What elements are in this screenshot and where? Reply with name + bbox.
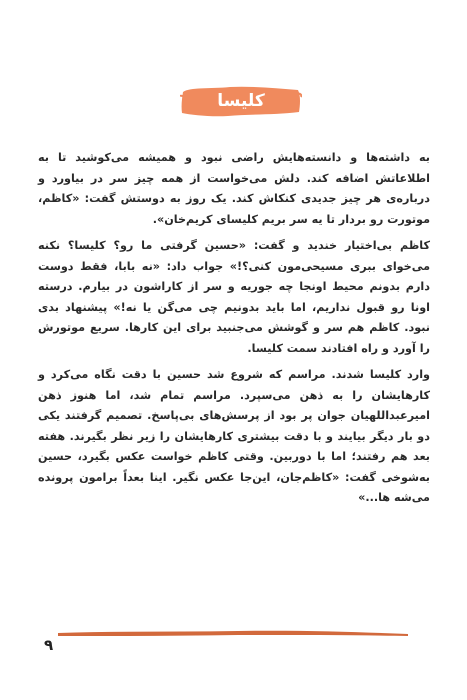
chapter-title-banner xyxy=(180,84,302,118)
footer-divider-line xyxy=(58,628,408,640)
paragraph: وارد کلیسا شدند. مراسم که شروع شد حسین با دقت نگاه می‌کرد و کارهایشان را به ذهن می‌سپرد. مراسم تمام شد، اما هنوز ذهن امیرعبداللهیان جوان پر بود از پرسش‌های بی‌پاسخ. تصمیم گرفتند یکی دو بار دیگر بیایند و با دقت بیشتری کارهایشان را زیر نظر بگیرند. هفته بعد هم رفتند؛ اما با دوربین. وقتی کاظم خواست عکس بگیرد، حسین به‌شوخی گفت: «کاظم‌جان، این‌جا عکس نگیر. اینا بعداً برامون پرونده می‌شه ها...» xyxy=(38,368,430,504)
body-text xyxy=(38,148,430,515)
paragraph: کاظم بی‌اختیار خندید و گفت: «حسین گرفتی ما رو؟ کلیسا؟ نکنه می‌خوای ببری مسیحی‌مون کنی؟!» جواب داد: «نه بابا، فقط دوست دارم بدونم محیط اونجا چه جوریه و سر از کاراشون در بیارم. درسته اونا رو قبول نداریم، اما باید بدونیم چی می‌گن یا نه!» پیشنهاد بدی نبود. کاظم هم سر و گوشش می‌جنبید برای این کارها. سریع موتورش را آورد و راه افتادند سمت کلیسا. xyxy=(38,239,430,355)
paragraph: به داشته‌ها و دانسته‌هایش راضی نبود و همیشه می‌کوشید تا به اطلاعاتش اضافه کند. دلش می‌خواست از همه چیز سر در بیاورد و درباره‌ی هر چیز جدیدی کنکاش کند. یک روز به دوستش گفت: «کاظم، موتورت رو بردار تا یه سر بریم کلیسای کریم‌خان». xyxy=(38,151,430,226)
chapter-title: کلیسا xyxy=(217,91,265,111)
page-number: ۹ xyxy=(44,636,54,654)
